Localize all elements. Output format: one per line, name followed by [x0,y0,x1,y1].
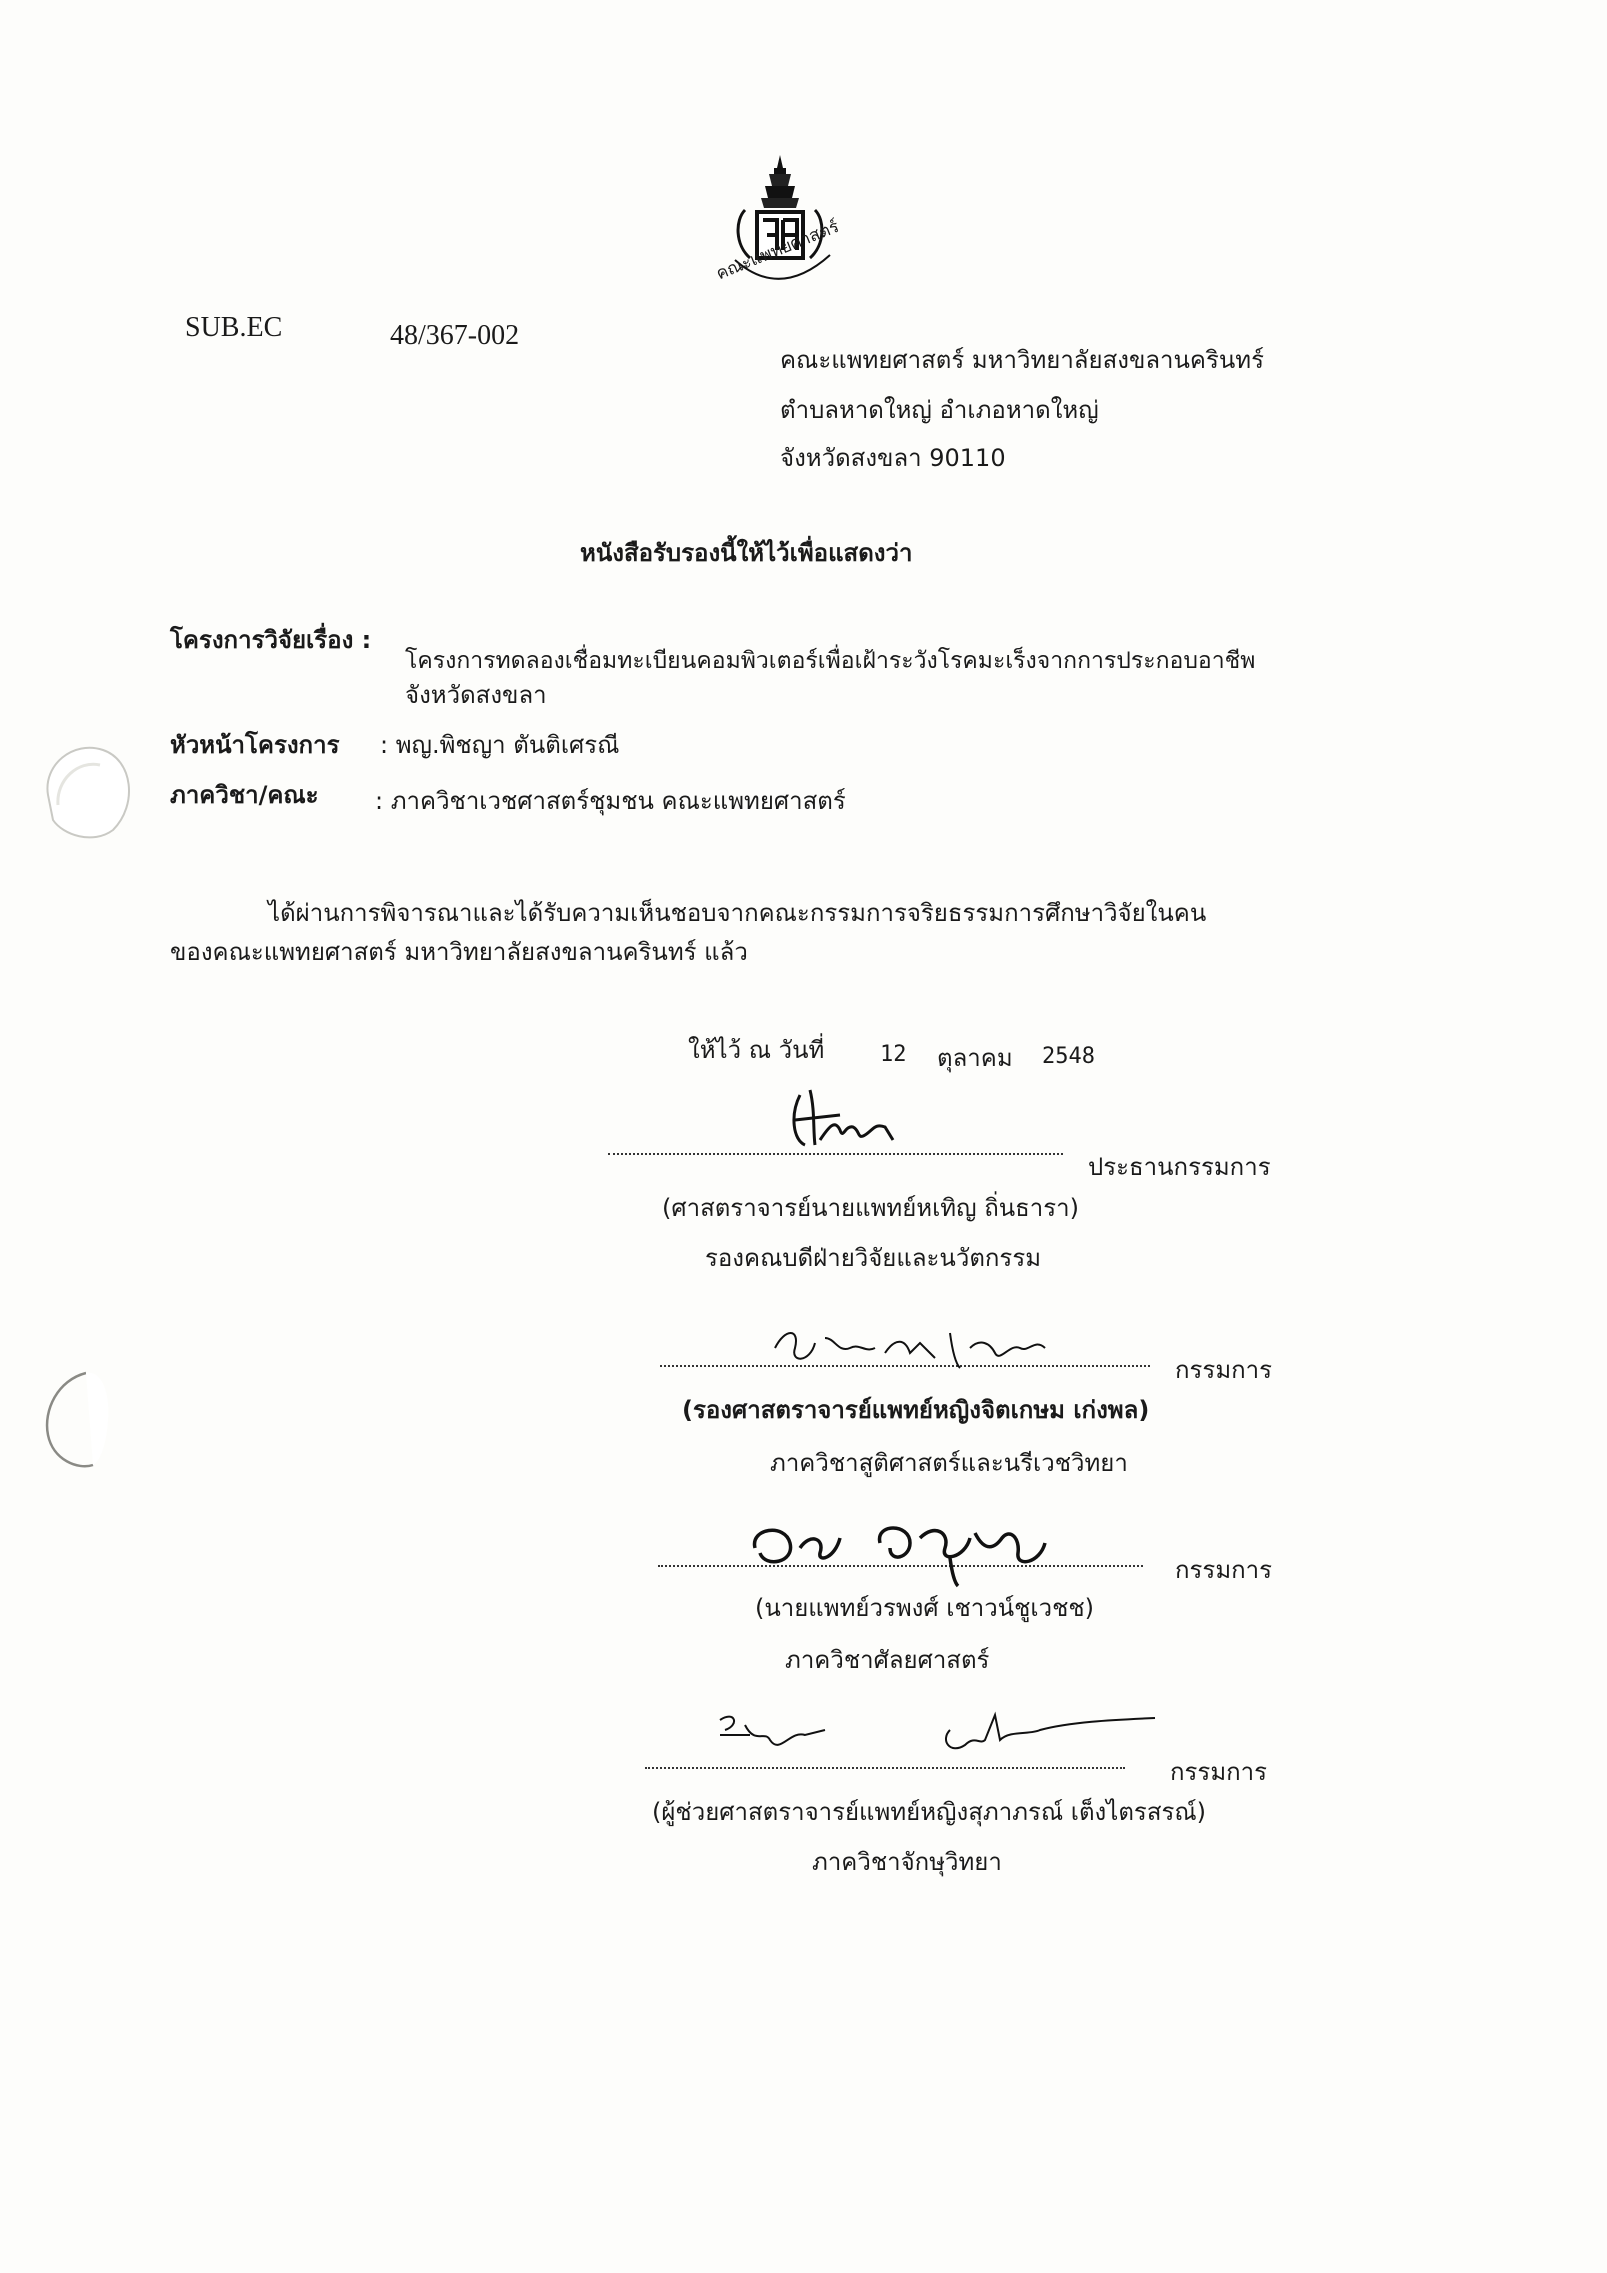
dept-value: : ภาควิชาเวชศาสตร์ชุมชน คณะแพทยศาสตร์ [375,787,846,815]
handwritten-signature-1 [785,1085,905,1160]
head-value: : พญ.พิชญา ตันติเศรณี [380,731,620,759]
date-year: 2548 [1042,1044,1095,1069]
punch-hole-top [38,735,138,845]
signatory-2-role: กรรมการ [1175,1356,1273,1384]
ref-number: 48/367-002 [390,320,520,351]
project-value-continued: จังหวัดสงขลา [405,681,547,709]
emblem-caption: คณะแพทยศาสตร์ [713,216,842,285]
body-line-2: ของคณะแพทยศาสตร์ มหาวิทยาลัยสงขลานครินทร์ แล้ว [170,938,748,966]
signatory-1-position: รองคณบดีฝ่ายวิจัยและนวัตกรรม [705,1244,1042,1272]
head-label: หัวหน้าโครงการ [170,731,340,759]
signatory-3-role: กรรมการ [1175,1556,1273,1584]
signatory-3-name: (นายแพทย์วรพงศ์ เชาวน์ชูเวชช) [755,1594,1095,1622]
date-day: 12 [880,1042,907,1067]
signatory-4-name: (ผู้ช่วยศาสตราจารย์แพทย์หญิงสุภาภรณ์ เต็งไตรสรณ์) [652,1798,1206,1826]
address-line-1: คณะแพทยศาสตร์ มหาวิทยาลัยสงขลานครินทร์ [780,346,1264,374]
signatory-1-role: ประธานกรรมการ [1088,1153,1271,1181]
project-label: โครงการวิจัยเรื่อง : [170,626,372,654]
signatory-2-position: ภาควิชาสูติศาสตร์และนรีเวชวิทยา [770,1449,1128,1477]
signatory-4-role: กรรมการ [1170,1758,1268,1786]
signatory-4-position: ภาควิชาจักษุวิทยา [812,1848,1002,1876]
address-line-3: จังหวัดสงขลา 90110 [780,444,1006,472]
body-line-1: ได้ผ่านการพิจารณาและได้รับความเห็นชอบจากคณะกรรมการจริยธรรมการศึกษาวิจัยในคน [268,899,1207,927]
certificate-title: หนังสือรับรองนี้ให้ไว้เพื่อแสดงว่า [580,539,913,567]
handwritten-signature-2 [770,1318,1060,1378]
ref-prefix: SUB.EC [185,312,283,343]
signatory-1-name: (ศาสตราจารย์นายแพทย์หเทิญ ถิ่นธารา) [662,1194,1079,1222]
dept-label: ภาควิชา/คณะ [170,781,319,809]
address-line-2: ตำบลหาดใหญ่ อำเภอหาดใหญ่ [780,396,1099,424]
signatory-3-position: ภาควิชาศัลยศาสตร์ [785,1646,990,1674]
date-month: ตุลาคม [937,1044,1013,1072]
handwritten-signature-3 [740,1508,1080,1588]
project-value: โครงการทดลองเชื่อมทะเบียนคอมพิวเตอร์เพื่อเฝ้าระวังโรคมะเร็งจากการประกอบอาชีพ [405,648,1256,674]
handwritten-signature-4 [710,1700,1170,1775]
punch-hole-bottom [38,1365,118,1475]
signatory-2-name: (รองศาสตราจารย์แพทย์หญิงจิตเกษม เก่งพล) [682,1396,1150,1424]
date-label: ให้ไว้ ณ วันที่ [688,1036,825,1064]
